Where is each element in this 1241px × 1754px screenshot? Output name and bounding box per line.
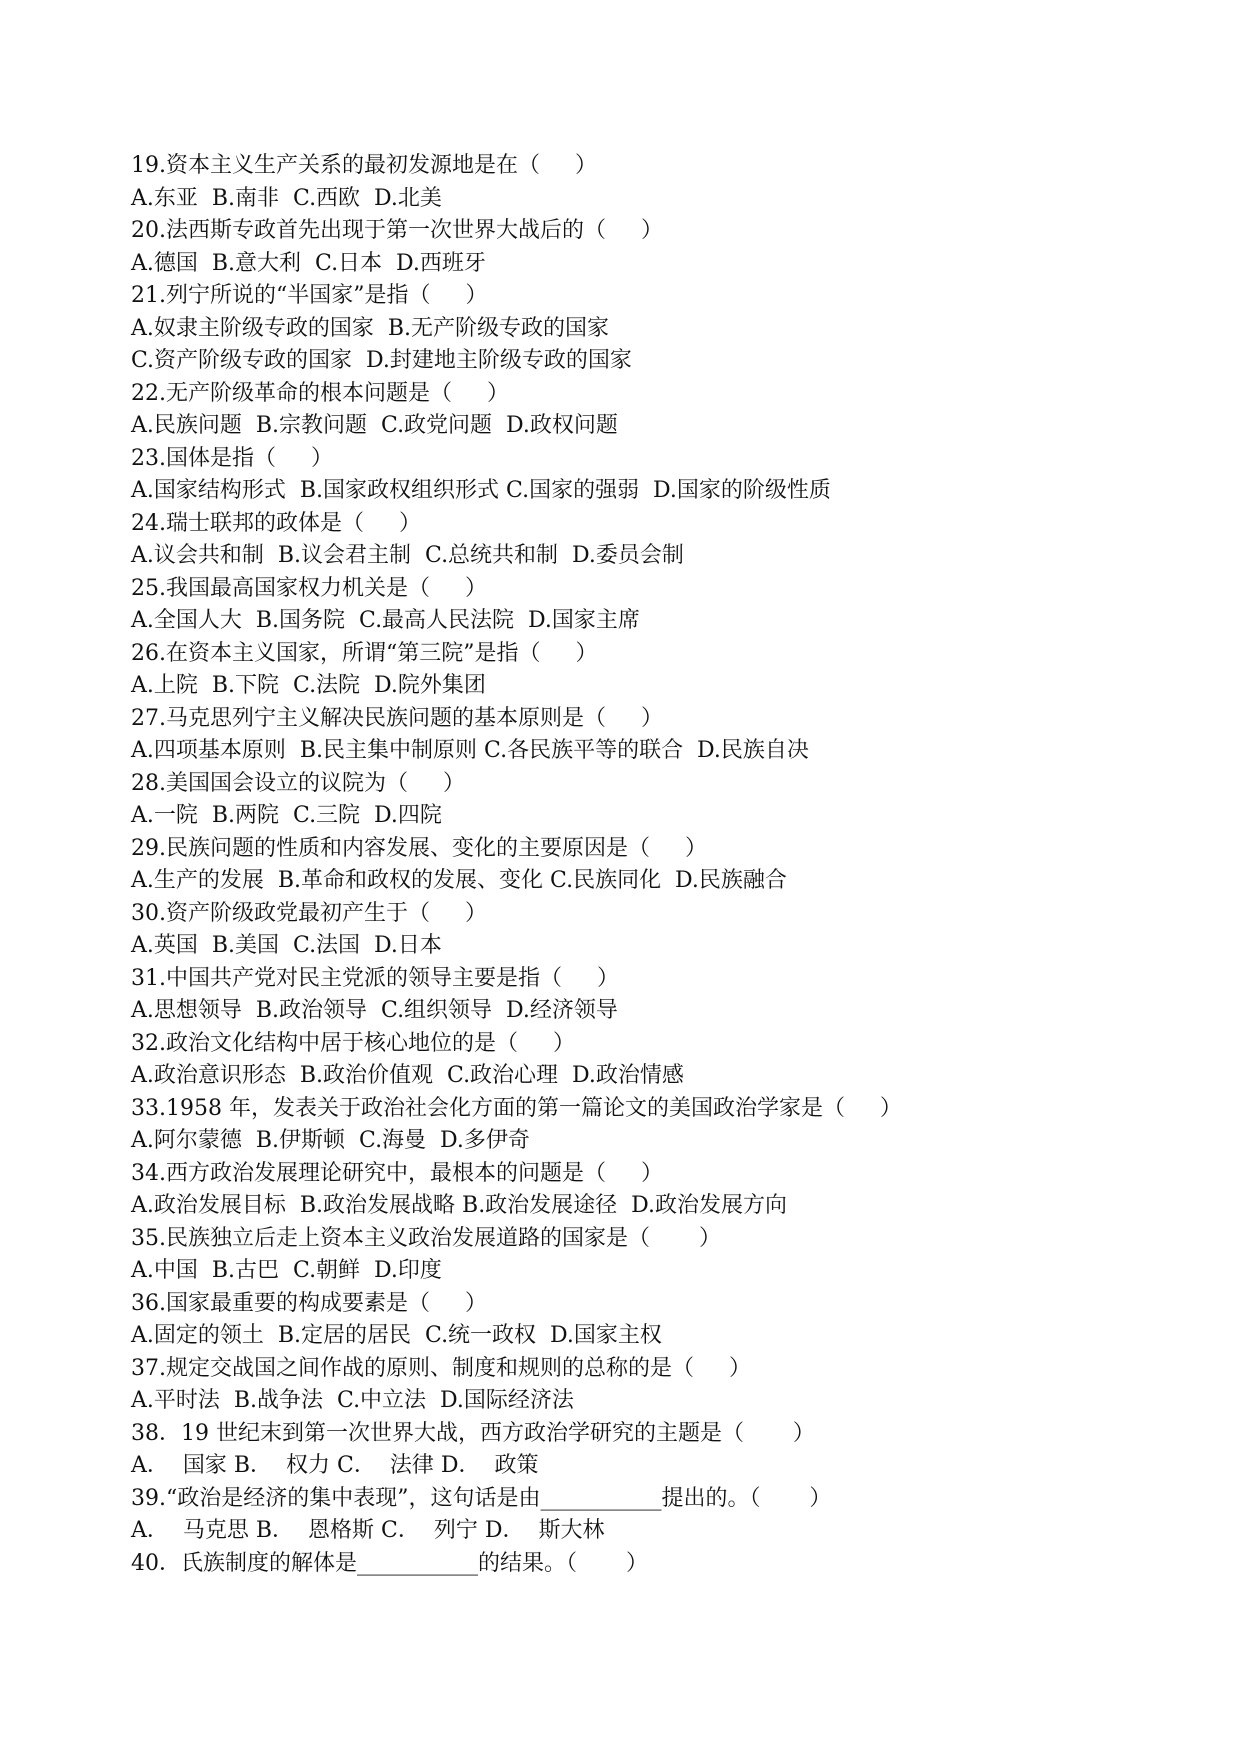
options-34: A.政治发展目标 B.政治发展战略 B.政治发展途径 D.政治发展方向 [131,1193,788,1218]
question-37: 37.规定交战国之间作战的原则、制度和规则的总称的是（ ） [131,1355,751,1381]
question-36: 36.国家最重要的构成要素是（ ） [131,1290,487,1316]
options-20: A.德国 B.意大利 C.日本 D.西班牙 [131,250,486,276]
options-32: A.政治意识形态 B.政治价值观 C.政治心理 D.政治情感 [131,1063,684,1088]
question-28: 28.美国国会设立的议院为（ ） [131,770,465,796]
question-23: 23.国体是指（ ） [131,445,333,471]
question-19: 19.资本主义生产关系的最初发源地是在（ ） [131,153,597,178]
question-39: 39.“政治是经济的集中表现”，这句话是由___________提出的。（ ） [131,1485,832,1511]
question-21: 21.列宁所说的“半国家”是指（ ） [131,283,488,308]
question-27: 27.马克思列宁主义解决民族问题的基本原则是（ ） [131,705,663,731]
options-39: A． 马克思 B． 恩格斯 C． 列宁 D． 斯大林 [131,1518,605,1543]
options-28: A.一院 B.两院 C.三院 D.四院 [131,803,442,828]
question-24: 24.瑞士联邦的政体是（ ） [131,510,421,536]
question-32: 32.政治文化结构中居于核心地位的是（ ） [131,1030,575,1056]
question-30: 30.资产阶级政党最初产生于（ ） [131,900,487,926]
question-40: 40．氏族制度的解体是___________的结果。（ ） [131,1550,648,1576]
question-38: 38．19 世纪末到第一次世界大战，西方政治学研究的主题是（ ） [131,1420,815,1446]
options-22: A.民族问题 B.宗教问题 C.政党问题 D.政权问题 [131,413,618,438]
options-31: A.思想领导 B.政治领导 C.组织领导 D.经济领导 [131,998,618,1023]
options-35: A.中国 B.古巴 C.朝鲜 D.印度 [131,1258,442,1283]
options-19: A.东亚 B.南非 C.西欧 D.北美 [131,185,442,211]
question-33: 33.1958 年，发表关于政治社会化方面的第一篇论文的美国政治学家是（ ） [131,1095,902,1121]
question-25: 25.我国最高国家权力机关是（ ） [131,575,487,601]
question-22: 22.无产阶级革命的根本问题是（ ） [131,380,509,406]
options-25: A.全国人大 B.国务院 C.最高人民法院 D.国家主席 [131,608,640,633]
options-27: A.四项基本原则 B.民主集中制原则 C.各民族平等的联合 D.民族自决 [131,738,809,763]
options-24: A.议会共和制 B.议会君主制 C.总统共和制 D.委员会制 [131,543,684,568]
options-33: A.阿尔蒙德 B.伊斯顿 C.海曼 D.多伊奇 [131,1128,530,1153]
options-38: A． 国家 B． 权力 C． 法律 D． 政策 [131,1453,539,1478]
question-31: 31.中国共产党对民主党派的领导主要是指（ ） [131,965,619,991]
options-36: A.固定的领土 B.定居的居民 C.统一政权 D.国家主权 [131,1323,662,1348]
options-30: A.英国 B.美国 C.法国 D.日本 [131,933,442,958]
options-21-cd: C.资产阶级专政的国家 D.封建地主阶级专政的国家 [131,348,632,373]
question-29: 29.民族问题的性质和内容发展、变化的主要原因是（ ） [131,835,707,861]
options-29: A.生产的发展 B.革命和政权的发展、变化 C.民族同化 D.民族融合 [131,868,787,893]
question-35: 35.民族独立后走上资本主义政治发展道路的国家是（ ） [131,1225,721,1251]
options-23: A.国家结构形式 B.国家政权组织形式 C.国家的强弱 D.国家的阶级性质 [131,478,831,503]
question-26: 26.在资本主义国家，所谓“第三院”是指（ ） [131,640,598,666]
document-page [131,150,1131,1580]
options-26: A.上院 B.下院 C.法院 D.院外集团 [131,673,486,698]
options-37: A.平时法 B.战争法 C.中立法 D.国际经济法 [131,1388,574,1413]
options-21-ab: A.奴隶主阶级专政的国家 B.无产阶级专政的国家 [131,315,610,341]
question-34: 34.西方政治发展理论研究中，最根本的问题是（ ） [131,1160,663,1186]
question-20: 20.法西斯专政首先出现于第一次世界大战后的（ ） [131,218,663,243]
